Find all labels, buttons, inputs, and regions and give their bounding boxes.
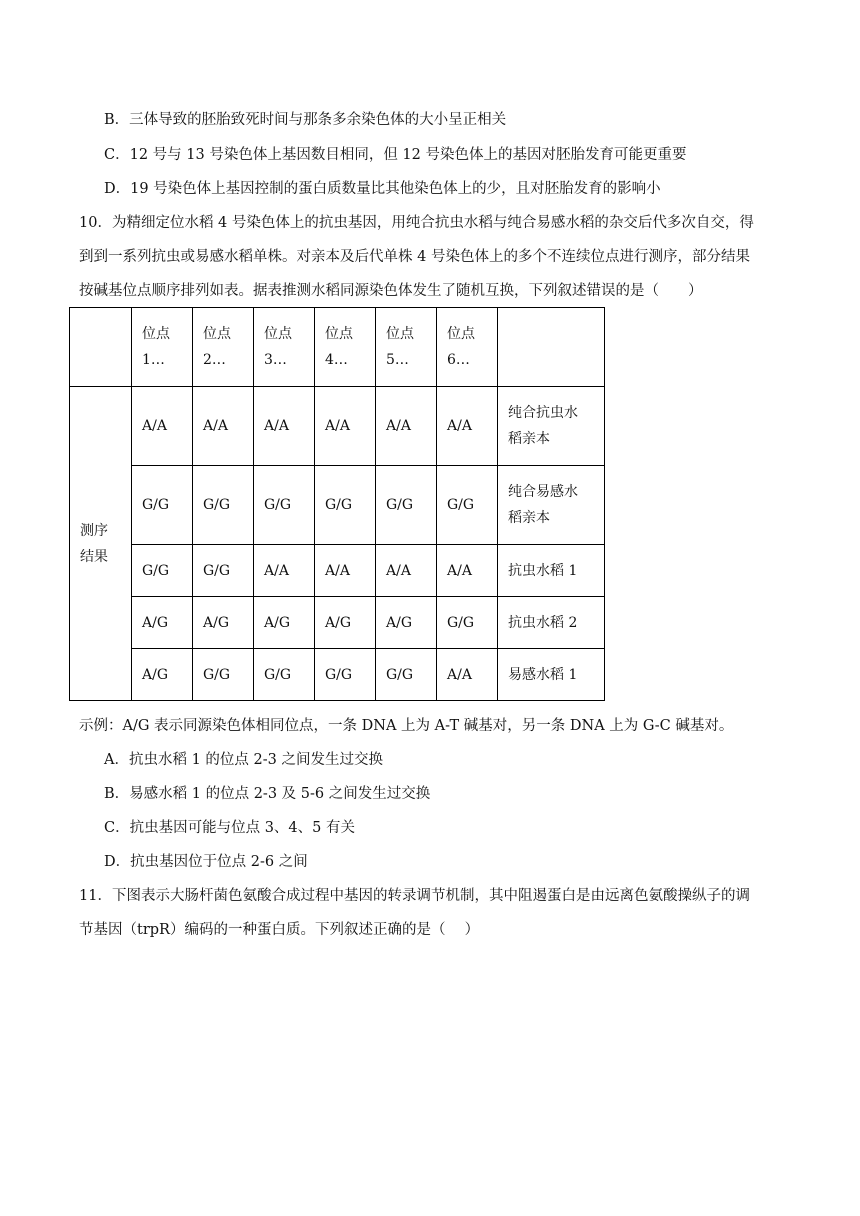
table-cell: G/G	[193, 466, 254, 545]
table-row-susceptible-parent	[70, 466, 605, 545]
table-cell: G/G	[193, 545, 254, 597]
q9-option-d: D．19 号染色体上基因控制的蛋白质数量比其他染色体上的少，且对胚胎发育的影响小	[104, 181, 661, 197]
q10-note: 示例：A/G 表示同源染色体相同位点，一条 DNA 上为 A-T 碱基对，另一条 DNA 上为 G-C 碱基对。	[79, 718, 734, 734]
q11-stem-line-1: 11．下图表示大肠杆菌色氨酸合成过程中基因的转录调节机制，其中阻遏蛋白是由远离色氨酸操纵子的调	[79, 888, 750, 904]
table-cell: A/G	[132, 649, 193, 701]
table-cell: A/A	[132, 387, 193, 466]
row-label: 纯合抗虫水 稻亲本	[498, 387, 605, 466]
table-row-resistant-1	[70, 545, 605, 597]
table-cell: G/G	[132, 466, 193, 545]
table-cell: G/G	[132, 545, 193, 597]
table-cell: G/G	[376, 649, 437, 701]
table-cell: G/G	[315, 466, 376, 545]
empty-corner-cell	[70, 308, 132, 387]
table-cell: A/G	[132, 597, 193, 649]
q10-stem-line-1: 10．为精细定位水稻 4 号染色体上的抗虫基因，用纯合抗虫水稻与纯合易感水稻的杂交后代多次自交，得	[79, 215, 754, 231]
column-header-site-6: 位点 6…	[437, 308, 498, 387]
row-label: 易感水稻 1	[498, 649, 605, 701]
table-row-resistant-2	[70, 597, 605, 649]
column-header-site-4: 位点 4…	[315, 308, 376, 387]
table-cell: G/G	[437, 597, 498, 649]
row-label: 抗虫水稻 2	[498, 597, 605, 649]
table-cell: A/A	[376, 387, 437, 466]
empty-header-cell	[498, 308, 605, 387]
q10-option-c: C．抗虫基因可能与位点 3、4、5 有关	[104, 820, 355, 836]
table-cell: A/A	[254, 387, 315, 466]
table-cell: A/A	[254, 545, 315, 597]
table-cell: A/G	[193, 597, 254, 649]
column-header-site-3: 位点 3…	[254, 308, 315, 387]
q10-stem-line-3: 按碱基位点顺序排列如表。据表推测水稻同源染色体发生了随机互换，下列叙述错误的是（ ）	[79, 283, 703, 299]
q10-stem-line-2: 到到一系列抗虫或易感水稻单株。对亲本及后代单株 4 号染色体上的多个不连续位点进行测序，部分结果	[79, 249, 750, 265]
column-header-site-1: 位点 1…	[132, 308, 193, 387]
table-cell: A/A	[315, 387, 376, 466]
row-group-header: 测序 结果	[70, 387, 132, 701]
table-cell: A/G	[315, 597, 376, 649]
table-cell: A/G	[376, 597, 437, 649]
row-label: 纯合易感水 稻亲本	[498, 466, 605, 545]
sequencing-table	[69, 307, 605, 701]
table-cell: G/G	[254, 649, 315, 701]
q10-option-a: A．抗虫水稻 1 的位点 2-3 之间发生过交换	[104, 752, 383, 768]
table-cell: G/G	[193, 649, 254, 701]
table-cell: A/A	[193, 387, 254, 466]
table-cell: G/G	[254, 466, 315, 545]
q11-stem-line-2: 节基因（trpR）编码的一种蛋白质。下列叙述正确的是（ ）	[79, 922, 480, 938]
q9-option-b: B．三体导致的胚胎致死时间与那条多余染色体的大小呈正相关	[104, 112, 507, 128]
column-header-site-5: 位点 5…	[376, 308, 437, 387]
table-cell: A/A	[437, 545, 498, 597]
table-cell: A/A	[315, 545, 376, 597]
table-row-susceptible-1	[70, 649, 605, 701]
table-cell: A/A	[437, 387, 498, 466]
table-cell: G/G	[315, 649, 376, 701]
q9-option-c: C．12 号与 13 号染色体上基因数目相同，但 12 号染色体上的基因对胚胎发育可能更重要	[104, 147, 687, 163]
table-cell: G/G	[376, 466, 437, 545]
table-cell: A/A	[437, 649, 498, 701]
table-cell: A/A	[376, 545, 437, 597]
q10-option-d: D．抗虫基因位于位点 2-6 之间	[104, 854, 308, 870]
table-header-row	[70, 308, 605, 387]
column-header-site-2: 位点 2…	[193, 308, 254, 387]
q10-option-b: B．易感水稻 1 的位点 2-3 及 5-6 之间发生过交换	[104, 786, 431, 802]
table-row-resistant-parent	[70, 387, 605, 466]
table-cell: G/G	[437, 466, 498, 545]
row-label: 抗虫水稻 1	[498, 545, 605, 597]
table-cell: A/G	[254, 597, 315, 649]
